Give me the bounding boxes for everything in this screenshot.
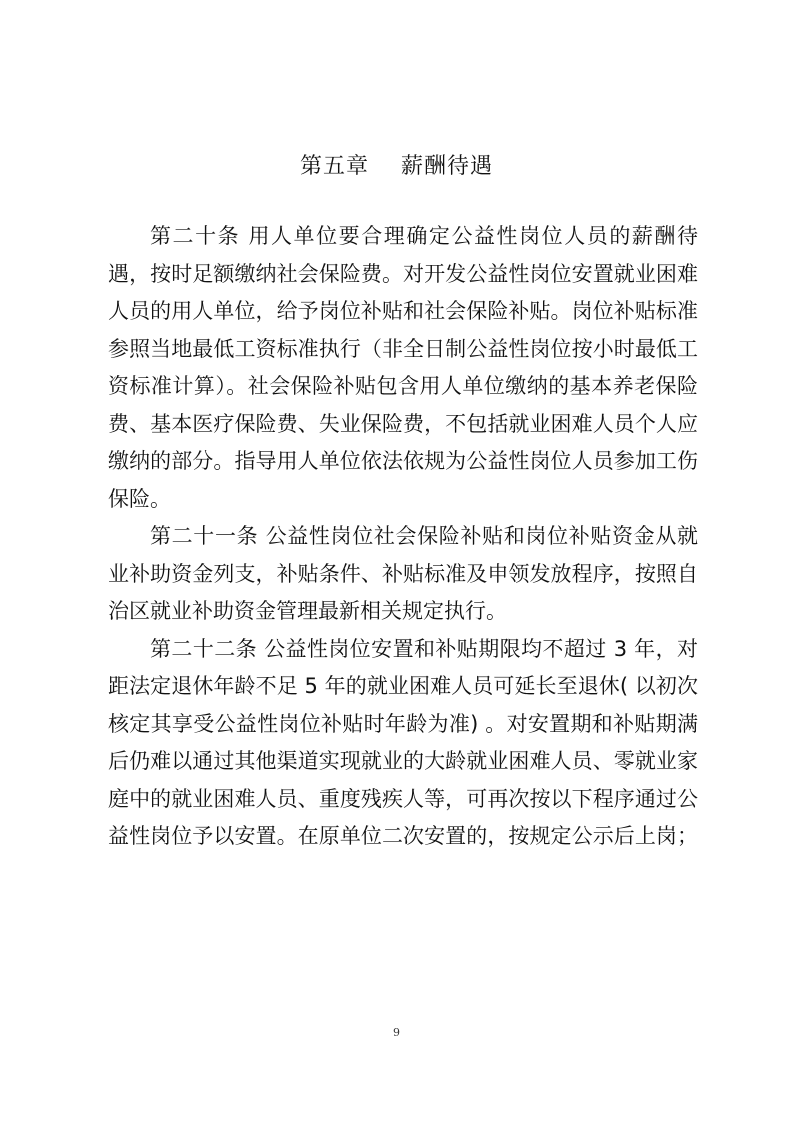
article-22-line-2: 距法定退休年龄不足 5 年的就业困难人员可延长至退休( 以初次 [108,674,698,698]
body-text [108,218,698,856]
article-20-line-1: 第二十条 用人单位要合理确定公益性岗位人员的薪酬待 [150,224,698,248]
article-20-line-4: 参照当地最低工资标准执行（非全日制公益性岗位按小时最低工 [108,336,698,361]
article-21-line-1: 第二十一条 公益性岗位社会保险补贴和岗位补贴资金从就 [150,524,698,548]
article-22-line-3: 核定其享受公益性岗位补贴时年龄为准) 。对安置期和补贴期满 [108,711,698,736]
article-20-line-2: 遇，按时足额缴纳社会保险费。对开发公益性岗位安置就业困难 [108,261,698,286]
article-20-line-3: 人员的用人单位，给予岗位补贴和社会保险补贴。岗位补贴标准 [108,299,698,323]
article-20 [108,218,698,518]
article-20-line-8: 保险。 [108,486,171,511]
article-22 [108,631,698,856]
article-20-line-5: 资标准计算）。社会保险补贴包含用人单位缴纳的基本养老保险 [108,374,698,398]
article-21-line-3: 治区就业补助资金管理最新相关规定执行。 [108,599,507,623]
article-21-line-2: 业补助资金列支，补贴条件、补贴标准及申领发放程序，按照自 [108,561,698,586]
chapter-title: 第五章 薪酬待遇 [300,154,493,179]
article-22-line-5: 庭中的就业困难人员、重度残疾人等，可再次按以下程序通过公 [108,786,698,811]
article-22-line-4: 后仍难以通过其他渠道实现就业的大龄就业困难人员、零就业家 [108,749,698,773]
page-number: 9 [393,1026,400,1039]
article-22-line-1: 第二十二条 公益性岗位安置和补贴期限均不超过 3 年，对 [150,636,698,661]
article-21 [108,518,698,631]
article-20-line-7: 缴纳的部分。指导用人单位依法依规为公益性岗位人员参加工伤 [108,449,698,473]
article-20-line-6: 费、基本医疗保险费、失业保险费，不包括就业困难人员个人应 [108,411,698,436]
article-22-line-6: 益性岗位予以安置。在原单位二次安置的，按规定公示后上岗； [108,824,698,848]
